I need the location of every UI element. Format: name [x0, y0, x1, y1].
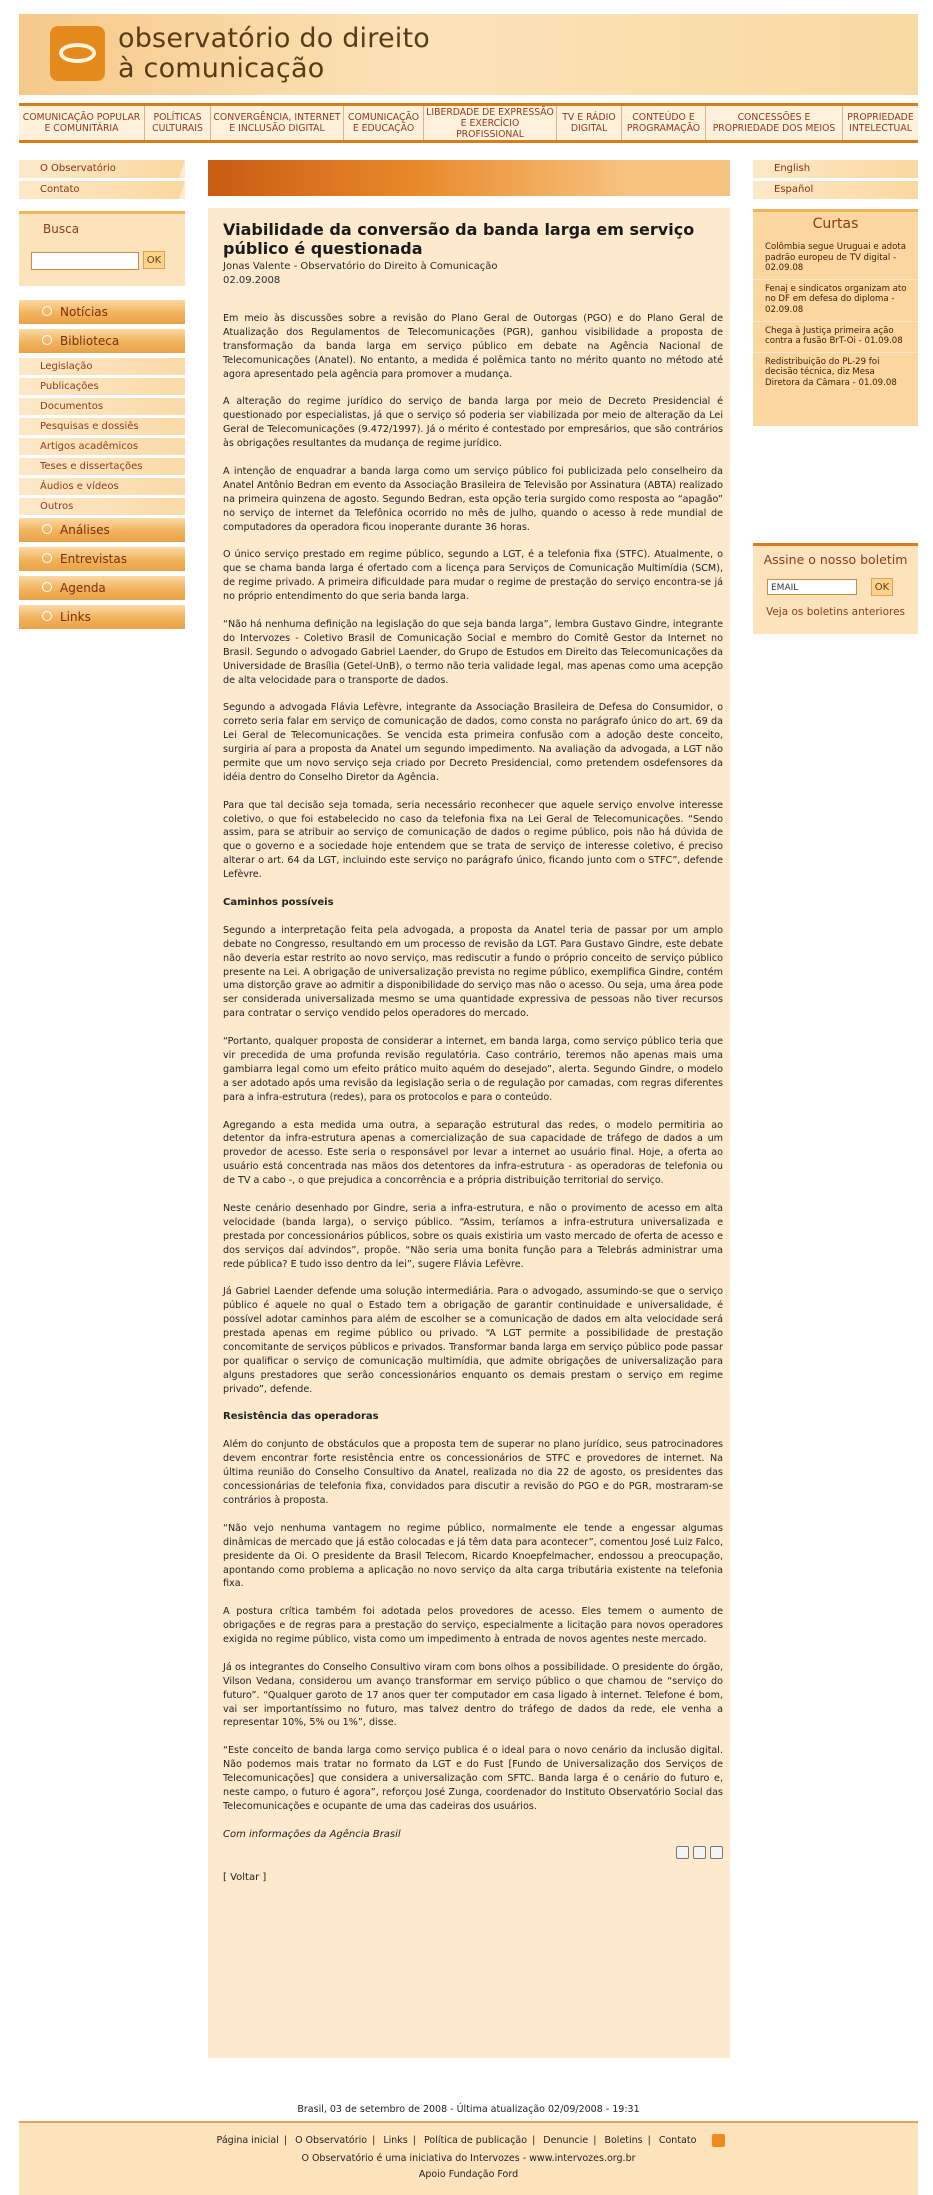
nav-comunicacao-popular[interactable]: COMUNICAÇÃO POPULAR E COMUNITÁRIA [19, 106, 145, 140]
article-paragraph: “Este conceito de banda larga como serviço publica é o ideal para o novo cenário da inclusão digital. Não podemos mais tratar no formato da LGT e do Fust [Fundo de Universalização dos Serviços de Telecomunicações] que considera a universalização com SFTC. Banda larga é o cenário do futuro e, neste campo, o futuro é agora”, reforçou José Zunga, coordenador do Instituto Observatório Social das Telecomunicações e ocupante de uma das cadeiras dos usuários. [223, 1745, 723, 1812]
search-title: Busca [43, 222, 80, 236]
footer-link-denuncie[interactable]: Denuncie [543, 2135, 589, 2146]
article-date: 02.09.2008 [223, 275, 281, 286]
footer-link-contato[interactable]: Contato [658, 2135, 697, 2146]
rss-icon[interactable] [712, 2134, 725, 2147]
section-banner [208, 160, 730, 196]
article-paragraph: “Portanto, qualquer proposta de considerar a internet, em banda larga, como serviço público teria que vir precedida de uma profunda revisão regulatória. Caso contrário, teremos não apenas mais uma gambiarra legal como um efeito prático muito aquém do desejado”, alerta. Segundo Gindre, o modelo a ser adotado após uma revisão da legislação seria o de regulação por camadas, com regras diferentes para a infra-estrutura (redes), para os protocolos e para o conteúdo. [223, 1036, 723, 1103]
article-paragraph: A intenção de enquadrar a banda larga como um serviço público foi publicizada pelo conselheiro da Anatel Antônio Bedran em evento da Associação Brasileira de Televisão por Assinatura (ABTA) realizado na primeira quinzena de agosto. Segundo Bedran, esta opção teria surgido como resposta ao “apagão” no serviço de internet da Telefônica ocorrido no mês de julho, quando o acesso à rede mundial de computadores da operadora ficou inoperante durante 36 horas. [223, 465, 723, 533]
curtas-item[interactable]: Redistribuição do PL-29 foi decisão técnica, diz Mesa Diretora da Câmara - 01.09.08 [765, 356, 897, 388]
newsletter-ok-button[interactable]: OK [871, 578, 893, 596]
footer [19, 2121, 918, 2195]
circle-icon [42, 553, 52, 563]
nav-conteudo-programacao[interactable]: CONTEÚDO E PROGRAMAÇÃO [622, 106, 706, 140]
article-paragraph: O único serviço prestado em regime público, segundo a LGT, é a telefonia fixa (STFC). Atualmente, o que se chama banda larga é ofertado com a licença para Serviços de Comunicação Multimídia (SCM), de regime privado. A primeira dificuldade para mudar o regime de prestação do serviço encontra-se já no próprio entendimento do que seria banda larga. [223, 549, 723, 603]
submenu-audios[interactable]: Áudios e vídeos [19, 478, 185, 495]
circle-icon [42, 524, 52, 534]
article-paragraph: Para que tal decisão seja tomada, seria necessário reconhecer que aquele serviço envolve interesse coletivo, o que foi estabelecido no caso da telefonia fixa na Lei Geral de Telecomunicações. “Sendo assim, para se atribuir ao serviço de comunicação de dados o regime público, pois não há dúvida de que o governo e a sociedade hoje entendem que se trata de serviço de interesse coletivo, é preciso alterar o art. 64 da LGT, incluindo este serviço no parágrafo único, ficando junto com o STFC”, defende Lefèvre. [223, 799, 723, 881]
email-icon[interactable] [710, 1846, 723, 1859]
article-paragraph: Segundo a advogada Flávia Lefèvre, integrante da Associação Brasileira de Defesa do Consumidor, o correto seria falar em serviço de comunicação de dados, como consta no parágrafo único do art. 69 da Lei Geral de Telecomunicações. Se vencida esta primeira confusão com a adoção deste conceito, surgiria aí para a proposta da Anatel um segundo impedimento. Na avaliação da advogada, a LGT não permite que um novo serviço seja criado por Decreto Presidencial, como pretendem osdefensores da idéia dentro do Conselho Diretor da Agência. [223, 702, 723, 783]
nav-convergencia[interactable]: CONVERGÊNCIA, INTERNET E INCLUSÃO DIGITAL [211, 106, 344, 140]
article-paragraph: “Não vejo nenhuma vantagem no regime público, normalmente ele tende a engessar algumas dinâmicas de mercado que já estão colocadas e já têm data para acontecer”, comentou José Luiz Falco, presidente da Oi. O presidente da Brasil Telecom, Ricardo Knoepfelmacher, endossou a preocupação, apontando como problema a aplicação no novo serviço da alta carga tributária existente na telefonia fixa. [223, 1522, 723, 1590]
footer-support: Apoio Fundação Ford [418, 2169, 519, 2180]
search-input[interactable] [31, 252, 139, 270]
nav-comunicacao-educacao[interactable]: COMUNICAÇÃO E EDUCAÇÃO [344, 106, 424, 140]
nav-liberdade-expressao[interactable]: LIBERDADE DE EXPRESSÃO E EXERCÍCIO PROFISSIONAL [424, 106, 557, 140]
nav-politicas-culturais[interactable]: POLÍTICAS CULTURAIS [145, 106, 211, 140]
right-sidebar [753, 160, 918, 618]
search-ok-button[interactable]: OK [143, 251, 165, 269]
circle-icon [42, 611, 52, 621]
article-panel [208, 208, 730, 2058]
main-nav [19, 103, 918, 143]
menu-entrevistas[interactable]: Entrevistas [19, 547, 185, 571]
curtas-title: Curtas [812, 216, 859, 232]
footer-link-pagina-inicial[interactable]: Página inicial [216, 2135, 279, 2146]
nav-tv-radio-digital[interactable]: TV E RÁDIO DIGITAL [557, 106, 622, 140]
print-icon[interactable] [693, 1846, 706, 1859]
article-paragraph: A postura crítica também foi adotada pelos provedores de acesso. Eles temem o aumento de obrigações e de regras para a prestação do serviço, especialmente a licitação para novos operadores exigida no regime público, vista como um impedimento à entrada de novos agentes neste mercado. [223, 1606, 723, 1646]
article-subheading: Resistência das operadoras [223, 1411, 379, 1423]
section-menu [19, 300, 185, 629]
logo-eye-icon[interactable] [50, 26, 105, 81]
site-header [19, 14, 918, 95]
footer-initiative: O Observatório é uma iniciativa do Intervozes - www.intervozes.org.br [301, 2153, 636, 2164]
footer-links: Página inicial | O Observatório | Links | Política de publicação | Denuncie | Boletins | Contato [19, 2134, 918, 2147]
site-title[interactable] [118, 24, 430, 84]
circle-icon [42, 306, 52, 316]
article-author: Jonas Valente - Observatório do Direito à Comunicação [223, 261, 498, 272]
menu-biblioteca[interactable]: Biblioteca [19, 329, 185, 353]
previous-newsletters-link[interactable]: Veja os boletins anteriores [765, 606, 906, 618]
nav-propriedade-intelectual[interactable]: PROPRIEDADE INTELECTUAL [847, 112, 914, 134]
curtas-item[interactable]: Fenaj e sindicatos organizam ato no DF em defesa do diploma - 02.09.08 [753, 280, 918, 322]
circle-icon [42, 582, 52, 592]
footer-link-observatorio[interactable]: O Observatório [295, 2135, 368, 2146]
back-link[interactable]: [ Voltar ] [223, 1871, 267, 1883]
article [223, 220, 723, 1883]
menu-noticias[interactable]: Notícias [19, 300, 185, 324]
submenu-teses[interactable]: Teses e dissertações [19, 458, 185, 475]
article-paragraph: Já Gabriel Laender defende uma solução intermediária. Para o advogado, assumindo-se que o serviço público é aquele no qual o Estado tem a obrigação de garantir continuidade e universalidade, é possível adotar caminhos para além de escolher se a comunicação de dados em alta velocidade será prestada apenas em regime público ou privado. “A LGT permite a possibilidade de prestação concomitante de serviços públicos e privados. Transformar banda larga em serviço público pode passar por qualificar o serviço de comunicação multimídia, que admite obrigações de universalização para alguns prestadores que serão concessionários enquanto os demais prestam o serviço em regime privado”, defende. [223, 1286, 723, 1395]
submenu-pesquisas[interactable]: Pesquisas e dossiês [19, 418, 185, 435]
article-body [223, 312, 723, 1814]
article-paragraph: Agregando a esta medida uma outra, a separação estrutural das redes, o modelo permitiria ao detentor da infra-estrutura apenas a comercialização de sua capacidade de tráfego de dados a um provedor de acesso. Este seria o responsável por levar a internet ao usuário final. Hoje, a oferta ao usuário está concentrada nas mãos dos detentores da infra-estrutura - as operadoras de telefonia ou de TV a cabo -, o que prejudica a concorrência e a própria distribuição territorial do serviço. [223, 1119, 723, 1187]
circle-icon [42, 335, 52, 345]
email-field[interactable]: EMAIL [767, 579, 857, 595]
submenu-legislacao[interactable]: Legislação [19, 358, 185, 375]
lang-english[interactable]: English [753, 160, 918, 178]
curtas-item[interactable]: Colômbia segue Uruguai e adota padrão europeu de TV digital - 02.09.08 [753, 238, 918, 280]
menu-analises[interactable]: Análises [19, 518, 185, 542]
site-title-line2: à comunicação [118, 53, 325, 84]
footer-link-links[interactable]: Links [383, 2135, 408, 2146]
article-paragraph: Em meio às discussões sobre a revisão do Plano Geral de Outorgas (PGO) e do Plano Geral de Atualização dos Regulamentos de Telecomunicações (PGR), ganhou visibilidade a proposta de transformação da banda larga em serviço público em debate na Agência Nacional de Telecomunicações (Anatel). No entanto, a medida é polêmica tanto no mérito quanto no método até agora apresentado pela agência para promover a mudança. [223, 313, 723, 380]
search-panel [19, 211, 185, 286]
footer-date: Brasil, 03 de setembro de 2008 - Última atualização 02/09/2008 - 19:31 [297, 2104, 640, 2115]
article-tools [223, 1846, 723, 1860]
link-contato[interactable]: Contato [19, 181, 185, 199]
site-title-line1: observatório do direito [118, 23, 430, 54]
menu-links[interactable]: Links [19, 605, 185, 629]
article-paragraph: Além do conjunto de obstáculos que a proposta tem de superar no plano jurídico, seus patrocinadores devem encontrar forte resistência entre os concessionários de STFC e provedores de internet. Na última reunião do Conselho Consultivo da Anatel, realizada no dia 22 de agosto, os presidentes das concessionárias de telefonia fixa, convidados para discutir a revisão do PGO e do PGR, mostraram-se contrários à proposta. [223, 1439, 723, 1506]
lang-espanol[interactable]: Español [753, 181, 918, 199]
article-paragraph: Neste cenário desenhado por Gindre, seria a infra-estrutura, e não o provimento de acesso em alta velocidade (banda larga), o serviço público. “Assim, teríamos a infra-estrutura universalizada e prestada por concessionários públicos, sobre os quais existiria um vasto mercado de oferta de acesso e dos serviços daí advindos”, propõe. “Não seria uma bonita função para a Telebrás administrar uma rede pública? E tudo isso dentro da lei”, sugere Flávia Lefèvre. [223, 1202, 723, 1270]
curtas-panel [753, 209, 918, 426]
submenu-artigos[interactable]: Artigos acadêmicos [19, 438, 185, 455]
nav-concessoes[interactable]: CONCESSÕES E PROPRIEDADE DOS MEIOS [706, 106, 843, 140]
submenu-outros[interactable]: Outros [19, 498, 185, 515]
footer-link-politica[interactable]: Política de publicação [423, 2135, 528, 2146]
article-paragraph: Segundo a interpretação feita pela advogada, a proposta da Anatel teria de passar por um amplo debate no Congresso, resultando em um processo de revisão da LGT. Para Gustavo Gindre, este debate não deveria estar restrito ao novo serviço, mas rediscutir a fundo o próprio conceito de serviço público presente na Lei. A obrigação de universalização prevista no regime público, exemplifica Gindre, contém uma distorção grave ao admitir a disponibilidade do serviço mas não o acesso. Ou seja, uma área pode ser considerada universalizada mesmo se uma quantidade expressiva de pessoas não tiver recursos para contratar o serviço vendido pelos operadores do mercado. [223, 924, 723, 1020]
submenu-documentos[interactable]: Documentos [19, 398, 185, 415]
curtas-item[interactable]: Chega à Justiça primeira ação contra a fusão BrT-Oi - 01.09.08 [753, 322, 918, 353]
menu-agenda[interactable]: Agenda [19, 576, 185, 600]
submenu-publicacoes[interactable]: Publicações [19, 378, 185, 395]
article-paragraph: Já os integrantes do Conselho Consultivo viram com bons olhos a possibilidade. O presidente do órgão, Vilson Vedana, considerou um avanço transformar em serviço público o que chamou de “serviço do futuro”. “Qualquer garoto de 17 anos quer ter computador em casa ligado à internet. Telefone é bom, vai ser importantíssimo no futuro, mas talvez dentro do tráfego de dados da rede, ele venha a representar 10%, 5% ou 1%”, disse. [223, 1661, 723, 1729]
article-paragraph: “Não há nenhuma definição na legislação do que seja banda larga”, lembra Gustavo Gindre, integrante do Intervozes - Coletivo Brasil de Comunicação Social e membro do Comitê Gestor da Internet no Brasil. Segundo o advogado Gabriel Laender, do Grupo de Estudos em Direito das Telecomunicações da Universidade de Brasília (Getel-UnB), o termo não teria validade legal, mas apenas como uma acepção de alta velocidade para o transporte de dados. [223, 618, 723, 686]
pdf-icon[interactable] [676, 1846, 689, 1859]
newsletter-title: Assine o nosso boletim [763, 552, 908, 567]
article-paragraph: A alteração do regime jurídico do serviço de banda larga por meio de Decreto Presidencial é questionado por especialistas, já que o serviço só poderia ser viabilizada por meio de alteração da Lei Geral de Telecomunicações (9.472/1997). Já o mérito é contestado por empresários, que são contrários às obrigações resultantes da mudança de regime jurídico. [223, 396, 723, 450]
footer-link-boletins[interactable]: Boletins [604, 2135, 643, 2146]
left-sidebar [19, 160, 185, 634]
link-o-observatorio[interactable]: O Observatório [19, 160, 185, 178]
article-title: Viabilidade da conversão da banda larga em serviço público é questionada [223, 220, 695, 258]
article-subheading: Caminhos possíveis [223, 896, 334, 908]
article-credit: Com informações da Agência Brasil [223, 1828, 401, 1840]
newsletter-panel [753, 543, 918, 634]
